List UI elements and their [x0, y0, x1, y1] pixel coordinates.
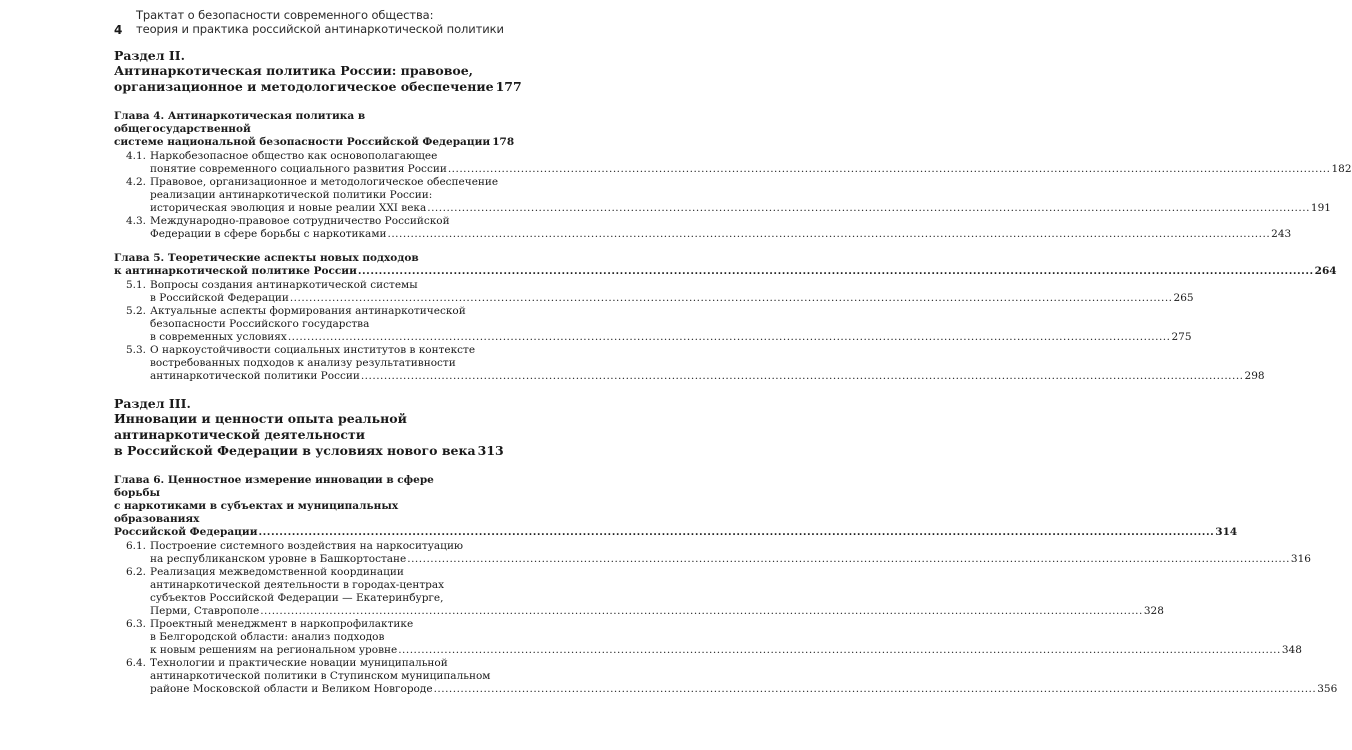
chapter-6[interactable]	[114, 474, 1338, 696]
running-title-line-1: Трактат о безопасности современного общества:	[136, 8, 434, 22]
entry-text-line: антинаркотической политики в Ступинском муниципальном	[150, 670, 491, 682]
entry-text-line: на республиканском уровне в Башкортостане	[150, 553, 407, 565]
entry-page: 328	[1143, 605, 1164, 617]
chapter-6-title-line-3: Российской Федерации	[114, 526, 258, 538]
leader-dots	[260, 605, 1143, 618]
entry-text-line: историческая эволюция и новые реалии XXI века	[150, 202, 427, 214]
chapter-4-title	[114, 110, 515, 149]
entry-text-line: Проектный менеджмент в наркопрофилактике	[150, 618, 414, 630]
entry-text-line: Международно-правовое сотрудничество Российской	[150, 215, 450, 227]
entry-text-line: безопасности Российского государства	[150, 318, 370, 330]
section-3-title-line-2: антинаркотической деятельности	[114, 427, 365, 442]
table-of-contents	[114, 48, 1352, 696]
chapter-4-title-line-2: системе национальной безопасности Российской Федерации	[114, 136, 491, 148]
section-3-title-line-1: Инновации и ценности опыта реальной	[114, 411, 407, 426]
toc-entry-5-1[interactable]	[114, 279, 1194, 305]
entry-page: 356	[1317, 683, 1338, 695]
chapter-4-page: 178	[492, 136, 515, 148]
entry-number: 5.3.	[125, 344, 146, 356]
entry-text-line: Построение системного воздействия на наркоситуацию	[150, 540, 464, 552]
entry-page: 348	[1281, 644, 1302, 656]
entry-number: 6.1.	[125, 540, 146, 552]
entry-text-line: районе Московской области и Великом Новгороде	[150, 683, 433, 695]
entry-text-line: к новым решениям на региональном уровне	[150, 644, 398, 656]
toc-entry-4-1[interactable]	[114, 150, 1352, 176]
section-2-title-line-2: организационное и методологическое обеспечение	[114, 79, 494, 94]
entry-text-line: Реализация межведомственной координации	[150, 566, 404, 578]
entry-text-line: Перми, Ставрополе	[150, 605, 260, 617]
toc-entry-5-3[interactable]	[114, 344, 1265, 383]
chapter-4[interactable]	[114, 110, 1352, 241]
page-number: 4	[114, 23, 123, 37]
section-2-title-line-1: Антинаркотическая политика России: правовое,	[114, 63, 474, 78]
section-3[interactable]	[114, 396, 504, 459]
entry-number: 6.4.	[125, 657, 146, 669]
entry-text-line: в Белгородской области: анализ подходов	[150, 631, 385, 643]
toc-entry-4-3[interactable]	[114, 215, 1292, 241]
chapter-5[interactable]	[114, 252, 1337, 383]
entry-text-line: реализации антинаркотической политики России:	[150, 189, 433, 201]
chapter-6-title-line-1: Глава 6. Ценностное измерение инновации в сфере борьбы	[114, 474, 434, 499]
entry-number: 5.2.	[125, 305, 146, 317]
entry-text-line: антинаркотической политики России	[150, 370, 360, 382]
entry-text-line: О наркоустойчивости социальных институтов в контексте	[150, 344, 476, 356]
entry-number: 6.2.	[125, 566, 146, 578]
section-2[interactable]	[114, 48, 522, 95]
entry-text-line: Наркобезопасное общество как основополагающее	[150, 150, 438, 162]
entry-number: 6.3.	[125, 618, 146, 630]
section-3-page: 313	[477, 443, 504, 458]
chapter-6-page: 314	[1215, 526, 1238, 538]
entry-page: 191	[1310, 202, 1331, 214]
leader-dots	[361, 370, 1244, 383]
chapter-6-title	[114, 474, 1238, 539]
section-3-title	[114, 411, 504, 459]
entry-page: 265	[1173, 292, 1194, 304]
leader-dots	[258, 526, 1214, 539]
entry-page: 316	[1290, 553, 1311, 565]
entry-text-line: понятие современного социального развития России	[150, 163, 447, 175]
running-title-line-2: теория и практика российской антинаркотической политики	[136, 22, 504, 36]
chapter-6-title-line-2: с наркотиками в субъектах и муниципальных образованиях	[114, 500, 399, 525]
leader-dots	[434, 683, 1317, 696]
toc-entry-4-2[interactable]	[114, 176, 1331, 215]
entry-text-line: антинаркотической деятельности в городах-центрах	[150, 579, 445, 591]
entry-number: 4.2.	[125, 176, 146, 188]
entry-page: 182	[1331, 163, 1352, 175]
entry-text-line: Федерации в сфере борьбы с наркотиками	[150, 228, 387, 240]
chapter-5-title-line-1: Глава 5. Теоретические аспекты новых подходов	[114, 252, 419, 264]
entry-text-line: Технологии и практические новации муниципальной	[150, 657, 448, 669]
chapter-5-title	[114, 252, 1337, 278]
toc-entry-6-3[interactable]	[114, 618, 1302, 657]
toc-entry-6-1[interactable]	[114, 540, 1311, 566]
toc-entry-6-2[interactable]	[114, 566, 1164, 618]
leader-dots	[398, 644, 1281, 657]
entry-text-line: востребованных подходов к анализу результативности	[150, 357, 456, 369]
section-3-label: Раздел III.	[114, 396, 191, 411]
section-2-title	[114, 63, 522, 95]
entry-number: 4.1.	[125, 150, 146, 162]
toc-entry-6-4[interactable]	[114, 657, 1338, 696]
entry-text-line: Правовое, организационное и методологическое обеспечение	[150, 176, 499, 188]
leader-dots	[290, 292, 1173, 305]
entry-text-line: Актуальные аспекты формирования антинаркотической	[150, 305, 466, 317]
leader-dots	[448, 163, 1331, 176]
leader-dots	[407, 553, 1290, 566]
chapter-4-title-line-1: Глава 4. Антинаркотическая политика в общегосударственной	[114, 110, 366, 135]
entry-text-line: в современных условиях	[150, 331, 287, 343]
entry-number: 5.1.	[125, 279, 146, 291]
section-2-page: 177	[495, 79, 522, 94]
section-3-title-line-3: в Российской Федерации в условиях нового века	[114, 443, 476, 458]
entry-text-line: субъектов Российской Федерации — Екатеринбурге,	[150, 592, 444, 604]
entry-text-line: в Российской Федерации	[150, 292, 289, 304]
entry-page: 275	[1171, 331, 1192, 343]
entry-text-line: Вопросы создания антинаркотической системы	[150, 279, 418, 291]
leader-dots	[388, 228, 1271, 241]
running-header	[114, 6, 580, 46]
leader-dots	[427, 202, 1310, 215]
section-2-label: Раздел II.	[114, 48, 185, 63]
leader-dots	[358, 265, 1314, 278]
leader-dots	[288, 331, 1171, 344]
toc-entry-5-2[interactable]	[114, 305, 1192, 344]
entry-page: 298	[1244, 370, 1265, 382]
chapter-5-page: 264	[1314, 265, 1337, 277]
entry-number: 4.3.	[125, 215, 146, 227]
chapter-5-title-line-2: к антинаркотической политике России	[114, 265, 357, 277]
entry-page: 243	[1271, 228, 1292, 240]
